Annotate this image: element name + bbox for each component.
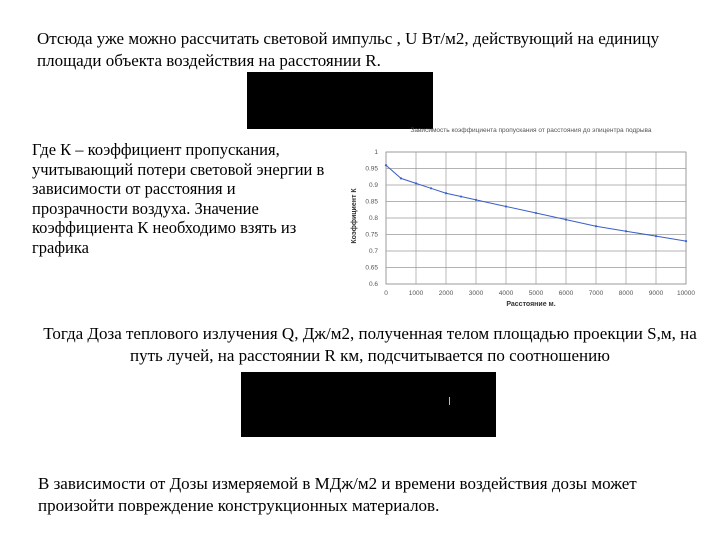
- chart-x-axis-label: Расстояние м.: [506, 301, 556, 308]
- chart-data-point: [430, 187, 432, 189]
- chart-y-tick-label: 0.8: [368, 215, 378, 222]
- chart-data-point: [505, 205, 507, 207]
- chart-data-point: [685, 240, 687, 242]
- chart-y-tick-label: 0.75: [365, 231, 378, 239]
- paragraph-material-damage: В зависимости от Дозы измеряемой в МДж/м2 и времени воздействия дозы может произойти повреждение конструкционных материалов.: [38, 474, 637, 515]
- chart-x-tick-label: 5000: [528, 290, 544, 297]
- chart-data-point: [400, 177, 402, 179]
- paragraph-thermal-dose: Тогда Доза теплового излучения Q, Дж/м2, полученная телом площадью проекции S,м, на путь лучей, на расстоянии R км, подсчитывается по соотношению: [43, 324, 697, 365]
- chart-data-point: [460, 195, 462, 197]
- chart-x-tick-label: 8000: [618, 290, 634, 297]
- chart-x-tick-label: 10000: [676, 290, 696, 297]
- chart-y-tick-label: 0.9: [368, 182, 378, 189]
- chart-x-tick-label: 3000: [468, 290, 484, 297]
- chart-y-tick-label: 0.95: [365, 165, 378, 173]
- chart-y-tick-label: 0.7: [368, 248, 378, 255]
- paragraph-light-pulse: Отсюда уже можно рассчитать световой импульс , U Вт/м2, действующий на единицу площади объекта воздействия на расстоянии R.: [37, 29, 660, 70]
- chart-data-point: [385, 164, 387, 166]
- chart-data-point: [655, 235, 657, 237]
- chart-x-tick-label: 7000: [588, 290, 604, 297]
- chart-data-point: [535, 212, 537, 214]
- chart-y-tick-label: 0.65: [365, 264, 378, 272]
- transmission-coefficient-chart: [338, 124, 698, 314]
- chart-data-point: [565, 219, 567, 221]
- paragraph-transmission-coefficient: Где К – коэффициент пропускания, учитывающий потери световой энергии в зависимости от расстояния и прозрачности воздуха. Значение коэффициента К необходимо взять из графика: [32, 140, 325, 257]
- chart-x-tick-label: 6000: [558, 290, 574, 297]
- chart-x-tick-label: 4000: [498, 290, 514, 297]
- formula-image-light-pulse: [247, 72, 433, 129]
- chart-data-point: [445, 192, 447, 194]
- chart-data-point: [625, 230, 627, 232]
- chart-x-tick-label: 9000: [648, 290, 664, 297]
- chart-x-tick-label: 2000: [438, 290, 454, 297]
- chart-data-point: [475, 199, 477, 201]
- chart-y-tick-label: 0.85: [365, 198, 378, 206]
- formula-image-thermal-dose: [241, 372, 496, 437]
- chart-data-point: [595, 225, 597, 227]
- chart-y-tick-label: 0.6: [368, 281, 378, 288]
- chart-title: Зависимость коэффициента пропускания от расстояния до эпицентра подрыва: [410, 127, 652, 134]
- chart-y-axis-label: Коэффициент К: [351, 188, 358, 244]
- chart-x-tick-label: 0: [384, 290, 388, 297]
- chart-data-point: [415, 182, 417, 184]
- chart-x-tick-label: 1000: [408, 290, 424, 297]
- chart-y-tick-label: 1: [374, 149, 378, 156]
